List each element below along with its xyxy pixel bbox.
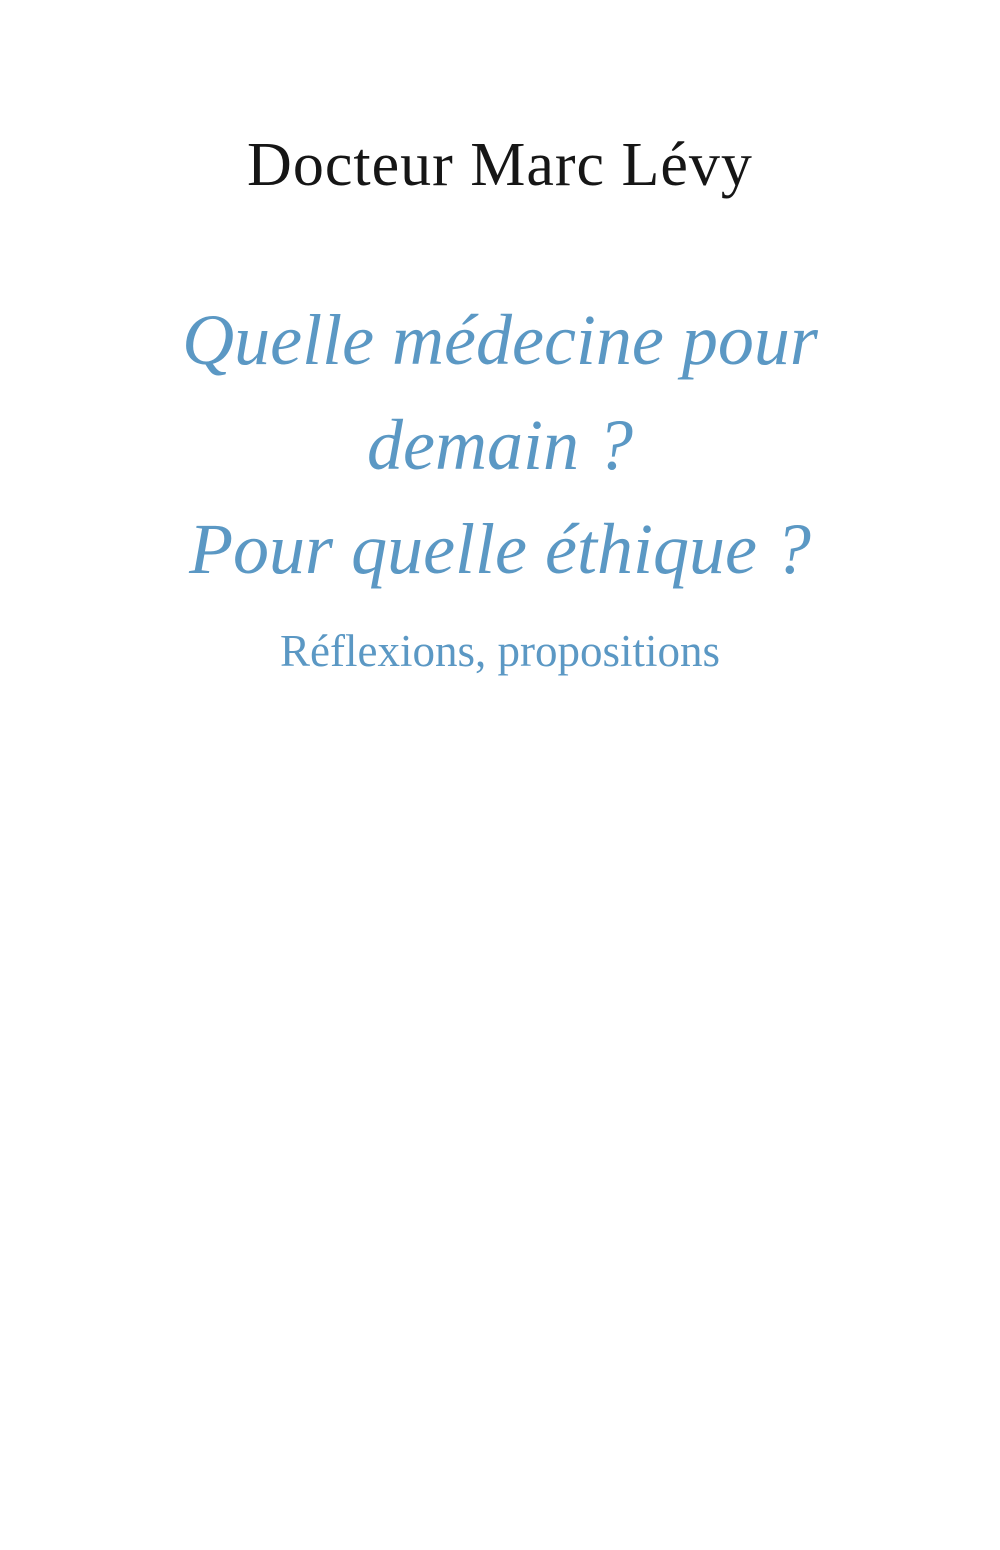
book-title-line-3: Pour quelle éthique ? (189, 509, 811, 590)
author-name: Docteur Marc Lévy (247, 131, 753, 199)
book-subtitle: Réflexions, propositions (280, 625, 720, 676)
book-title-line-2: demain ? (367, 404, 633, 485)
book-title-line-1: Quelle médecine pour (182, 300, 818, 381)
book-title (0, 202, 1000, 601)
